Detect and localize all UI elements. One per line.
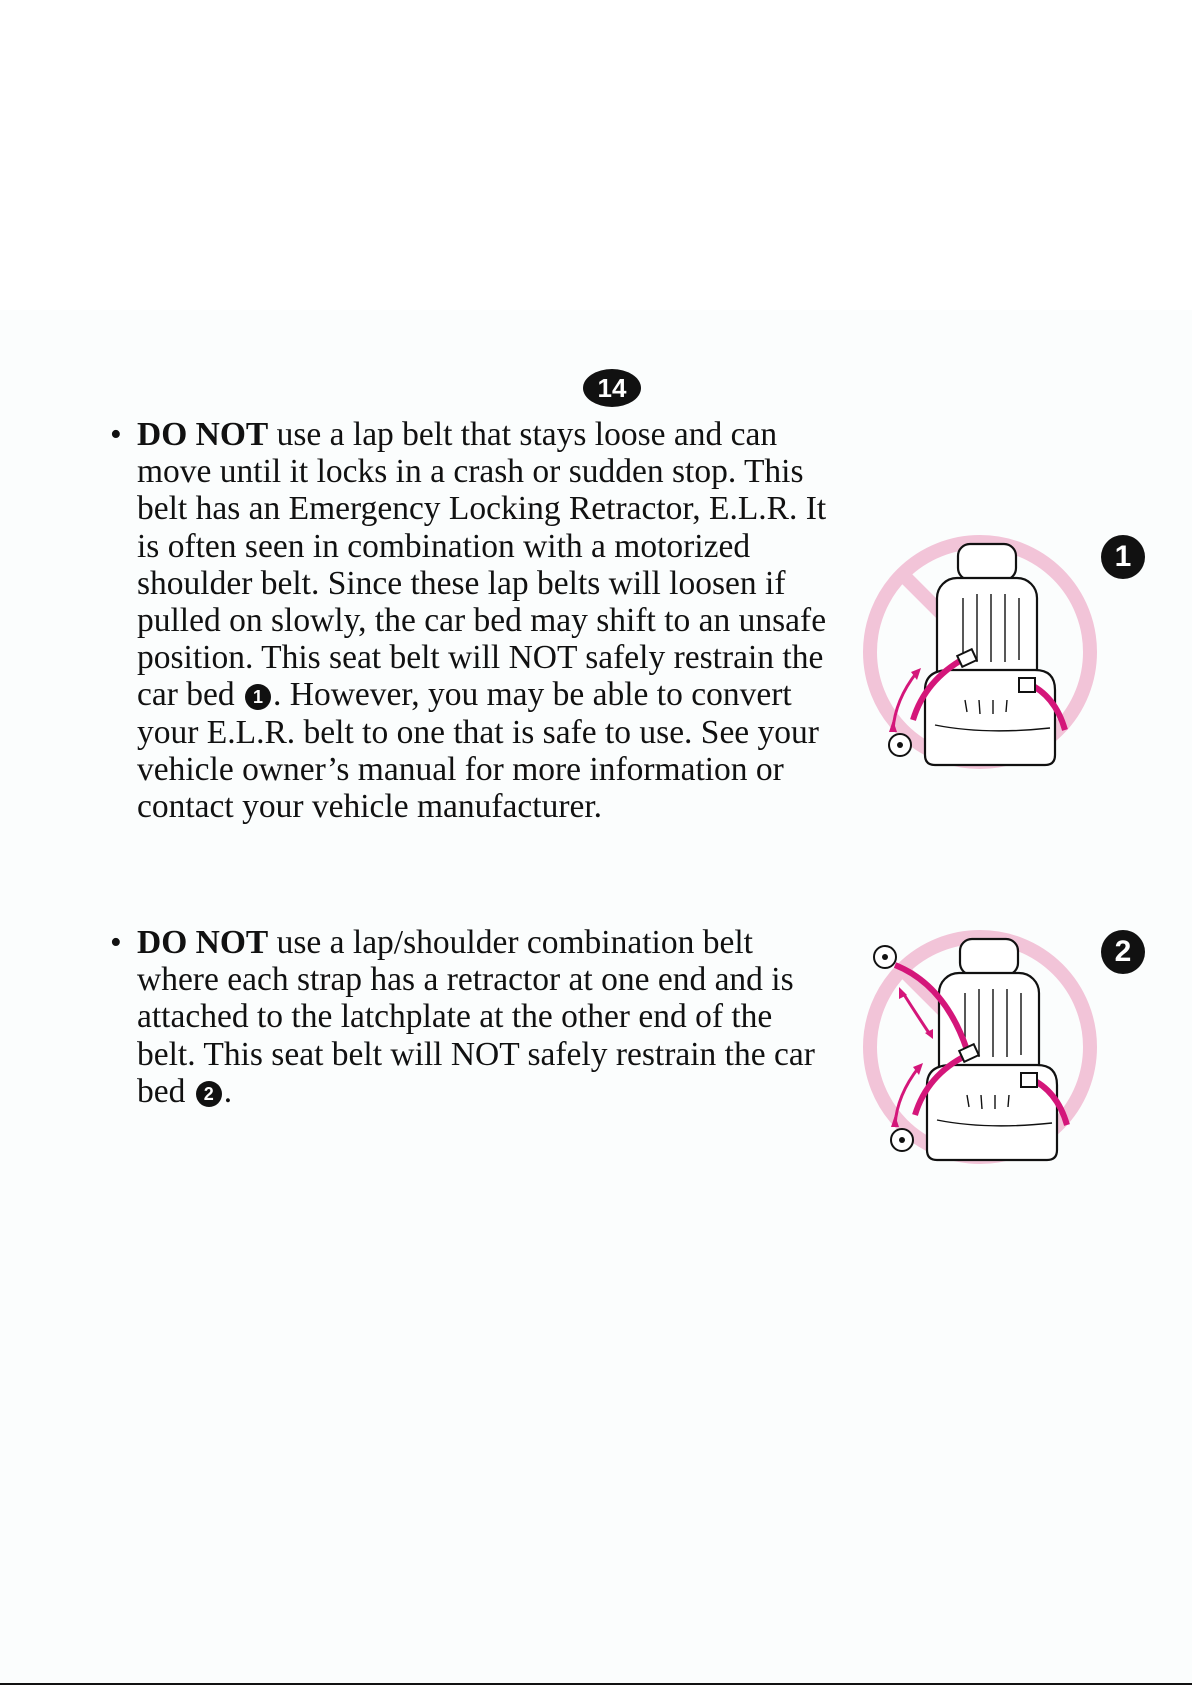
car-seat-drawing bbox=[927, 939, 1057, 1160]
upper-retractor-icon bbox=[874, 946, 896, 968]
warning-text bbox=[137, 416, 830, 825]
warning-text bbox=[137, 924, 830, 1110]
warning-lead: DO NOT bbox=[137, 924, 269, 961]
figure-label: 2 bbox=[1101, 930, 1145, 974]
warning-item-elr-belt bbox=[110, 416, 830, 825]
warning-body-continued: . bbox=[223, 1072, 233, 1110]
figure-label: 1 bbox=[1101, 535, 1145, 579]
warning-body-continued: . However, you may be able to convert your E.L.R. belt to one that is safe to use. See your vehicle owner’s manual for more information or contact your vehicle manufacturer. bbox=[137, 676, 819, 826]
buckle bbox=[1019, 678, 1035, 692]
warning-lead: DO NOT bbox=[137, 416, 269, 453]
bullet-mark: • bbox=[110, 416, 122, 453]
warning-body: use a lap belt that stays loose and can move until it locks in a crash or sudden stop. This belt has an Emergency Locking Retractor, E.L.R. It is often seen in combination with a motorized shoulder belt. Since these lap belts will loosen if pulled on slowly, the car bed may shift to an unsafe position. This seat belt will NOT safely restrain the car bed bbox=[137, 416, 827, 714]
car-seat-drawing bbox=[925, 544, 1055, 765]
figure-reference: 1 bbox=[245, 684, 271, 710]
figure-reference: 2 bbox=[196, 1081, 222, 1107]
page-number: 14 bbox=[583, 369, 641, 407]
warning-item-dual-retractor-belt bbox=[110, 924, 830, 1110]
buckle bbox=[1021, 1073, 1037, 1087]
retractor-icon bbox=[889, 734, 911, 756]
prohibited-seat-lap-belt-icon bbox=[855, 520, 1105, 780]
prohibited-seat-lap-shoulder-belt-icon bbox=[855, 915, 1105, 1175]
bullet-mark: • bbox=[110, 924, 122, 961]
lower-retractor-icon bbox=[891, 1129, 913, 1151]
warning-body: use a lap/shoulder combination belt where each strap has a retractor at one end and is attached to the latchplate at the other end of the belt. This seat belt will NOT safely restrain the car bed bbox=[137, 924, 815, 1110]
